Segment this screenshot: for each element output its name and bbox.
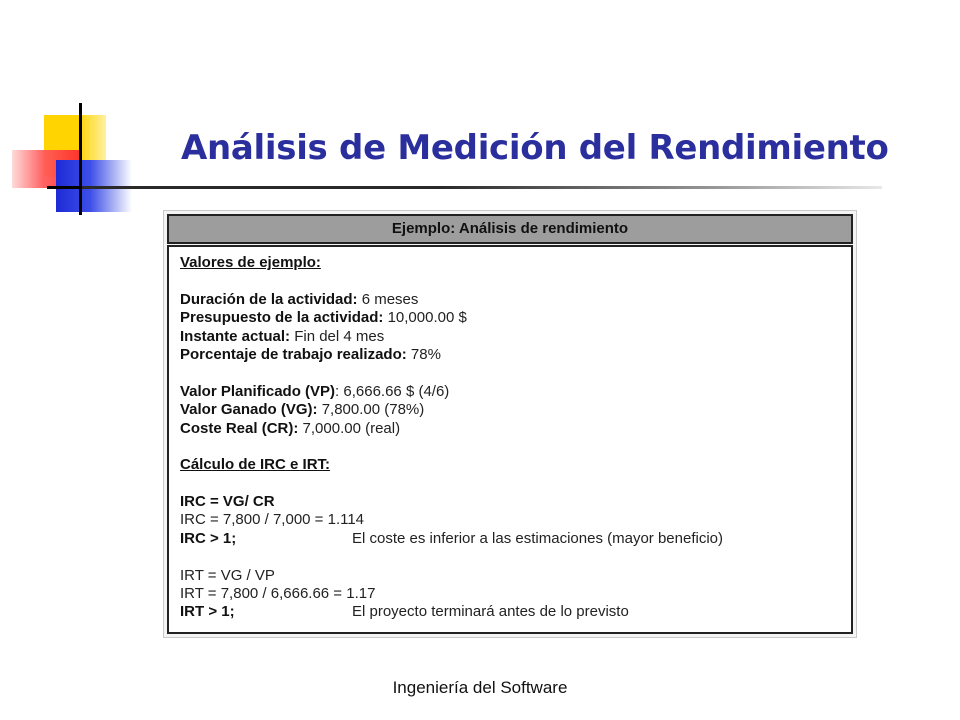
example-table	[163, 210, 857, 638]
instant-label: Instante actual:	[180, 327, 291, 345]
instant-value: Fin del 4 mes	[290, 327, 385, 345]
irc-condition: IRC > 1;	[180, 529, 237, 547]
logo-vertical-line	[79, 103, 82, 215]
budget-row	[180, 309, 851, 327]
work-label: Porcentaje de trabajo realizado:	[180, 345, 407, 363]
duration-label: Duración de la actividad:	[180, 290, 358, 308]
slide-title: Análisis de Medición del Rendimiento	[181, 128, 889, 168]
work-row	[180, 346, 851, 364]
title-rule	[82, 186, 882, 189]
budget-value: 10,000.00 $	[383, 309, 467, 327]
vp-row	[180, 383, 851, 401]
vp-value: : 6,666.66 $ (4/6)	[335, 382, 450, 400]
duration-row	[180, 291, 851, 309]
decorative-logo	[0, 0, 140, 230]
table-body	[167, 245, 853, 634]
irt-note: El proyecto terminará antes de lo previsto	[352, 603, 629, 621]
irt-conclusion-row	[180, 603, 851, 621]
vg-label: Valor Ganado (VG):	[180, 401, 318, 419]
sample-heading: Valores de ejemplo:	[180, 254, 321, 271]
calc-heading: Cálculo de IRC e IRT:	[180, 456, 331, 474]
instant-row	[180, 328, 851, 346]
irt-formula: IRT = VG / VP	[180, 566, 275, 584]
slide-footer: Ingeniería del Software	[392, 678, 568, 697]
vg-value: 7,800.00 (78%)	[317, 401, 425, 419]
cr-label: Coste Real (CR):	[180, 419, 299, 437]
vg-row	[180, 401, 851, 419]
irt-condition: IRT > 1;	[180, 603, 235, 621]
irc-note: El coste es inferior a las estimaciones (mayor beneficio)	[352, 529, 723, 547]
irc-formula: IRC = VG/ CR	[180, 493, 275, 511]
cr-row	[180, 420, 851, 438]
table-header: Ejemplo: Análisis de rendimiento	[167, 214, 853, 244]
budget-label: Presupuesto de la actividad:	[180, 309, 384, 327]
irc-calc: IRC = 7,800 / 7,000 = 1.114	[180, 511, 365, 529]
vp-label: Valor Planificado (VP)	[180, 382, 336, 400]
duration-value: 6 meses	[357, 290, 419, 308]
cr-value: 7,000.00 (real)	[298, 419, 401, 437]
irt-calc: IRT = 7,800 / 6,666.66 = 1.17	[180, 585, 376, 603]
irc-conclusion-row	[180, 530, 851, 548]
work-value: 78%	[406, 345, 441, 363]
